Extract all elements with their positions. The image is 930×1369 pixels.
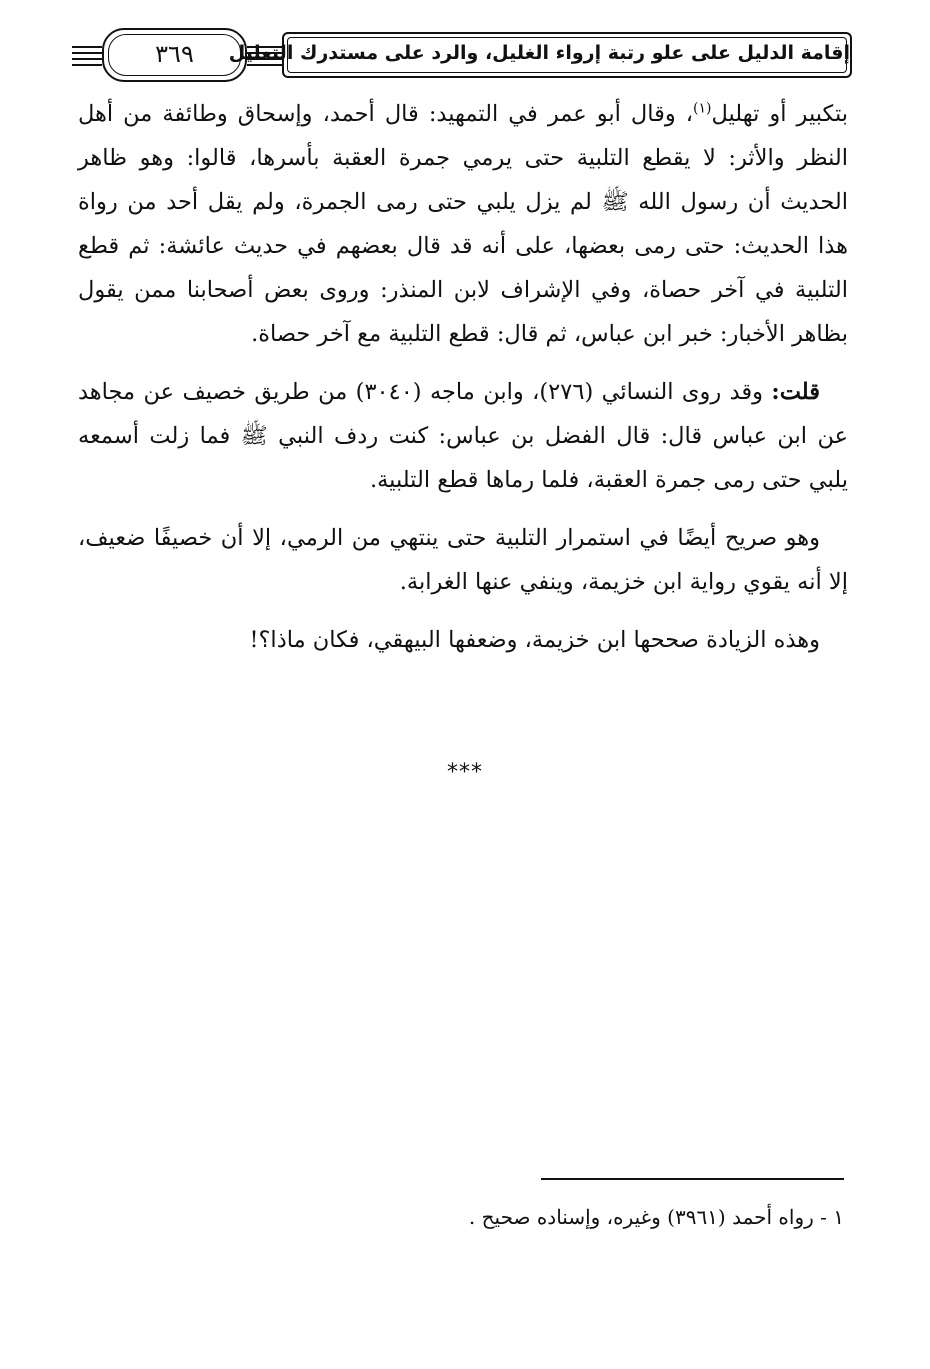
paragraph-text: بتكبير أو تهليل	[711, 101, 848, 127]
page-number-frame	[102, 28, 247, 82]
page-header	[72, 28, 852, 88]
header-rule	[72, 52, 102, 54]
header-rule	[247, 64, 287, 66]
footnote-reference: (١)	[692, 100, 712, 117]
section-separator: ***	[447, 760, 483, 785]
header-rule	[72, 46, 102, 48]
paragraph-text: وقد روى النسائي (٢٧٦)، وابن ماجه (٣٠٤٠) من طريق خصيف عن مجاهد عن ابن عباس قال: قال الفضل بن عباس: كنت ردف النبي ﷺ فما زلت أسمعه يلبي حتى رمى جمرة العقبة، فلما رماها قطع التلبية.	[78, 379, 848, 493]
paragraph: وهو صريح أيضًا في استمرار التلبية حتى ينتهي من الرمي، إلا أن خصيفًا ضعيف، إلا أنه يقوي رواية ابن خزيمة، وينفي عنها الغرابة.	[78, 525, 848, 595]
paragraph	[78, 370, 848, 502]
header-rule	[72, 58, 102, 60]
footnote-separator	[541, 1178, 844, 1180]
paragraph-text: ، وقال أبو عمر في التمهيد: قال أحمد، وإسحاق وطائفة من أهل النظر والأثر: لا يقطع التلبية حتى يرمي جمرة العقبة بأسرها، قالوا: وهو ظاهر الحديث أن رسول الله ﷺ لم يزل يلبي حتى رمى الجمرة، ولم يقل أحد من رواة هذا الحديث: حتى رمى بعضها، على أنه قد قال بعضهم في حديث عائشة: ثم قطع التلبية في آخر حصاة، وفي الإشراف لابن المنذر: وروى بعض أصحابنا ممن يقول بظاهر الأخبار: خبر ابن عباس، ثم قال: قطع التلبية مع آخر حصاة.	[78, 101, 848, 347]
running-title-frame	[228, 32, 852, 78]
footnote: ١ - رواه أحمد (٣٩٦١) وغيره، وإسناده صحيح .	[468, 1205, 844, 1229]
paragraph-lead: قلت:	[771, 379, 821, 405]
running-title: إقامة الدليل على علو رتبة إرواء الغليل، والرد على مستدرك التعليل	[228, 42, 850, 64]
header-rule	[72, 64, 102, 66]
page-number: ٣٦٩	[155, 40, 194, 68]
main-text	[78, 92, 848, 662]
paragraph	[78, 92, 848, 356]
paragraph: وهذه الزيادة صححها ابن خزيمة، وضعفها البيهقي، فكان ماذا؟!	[249, 627, 820, 653]
